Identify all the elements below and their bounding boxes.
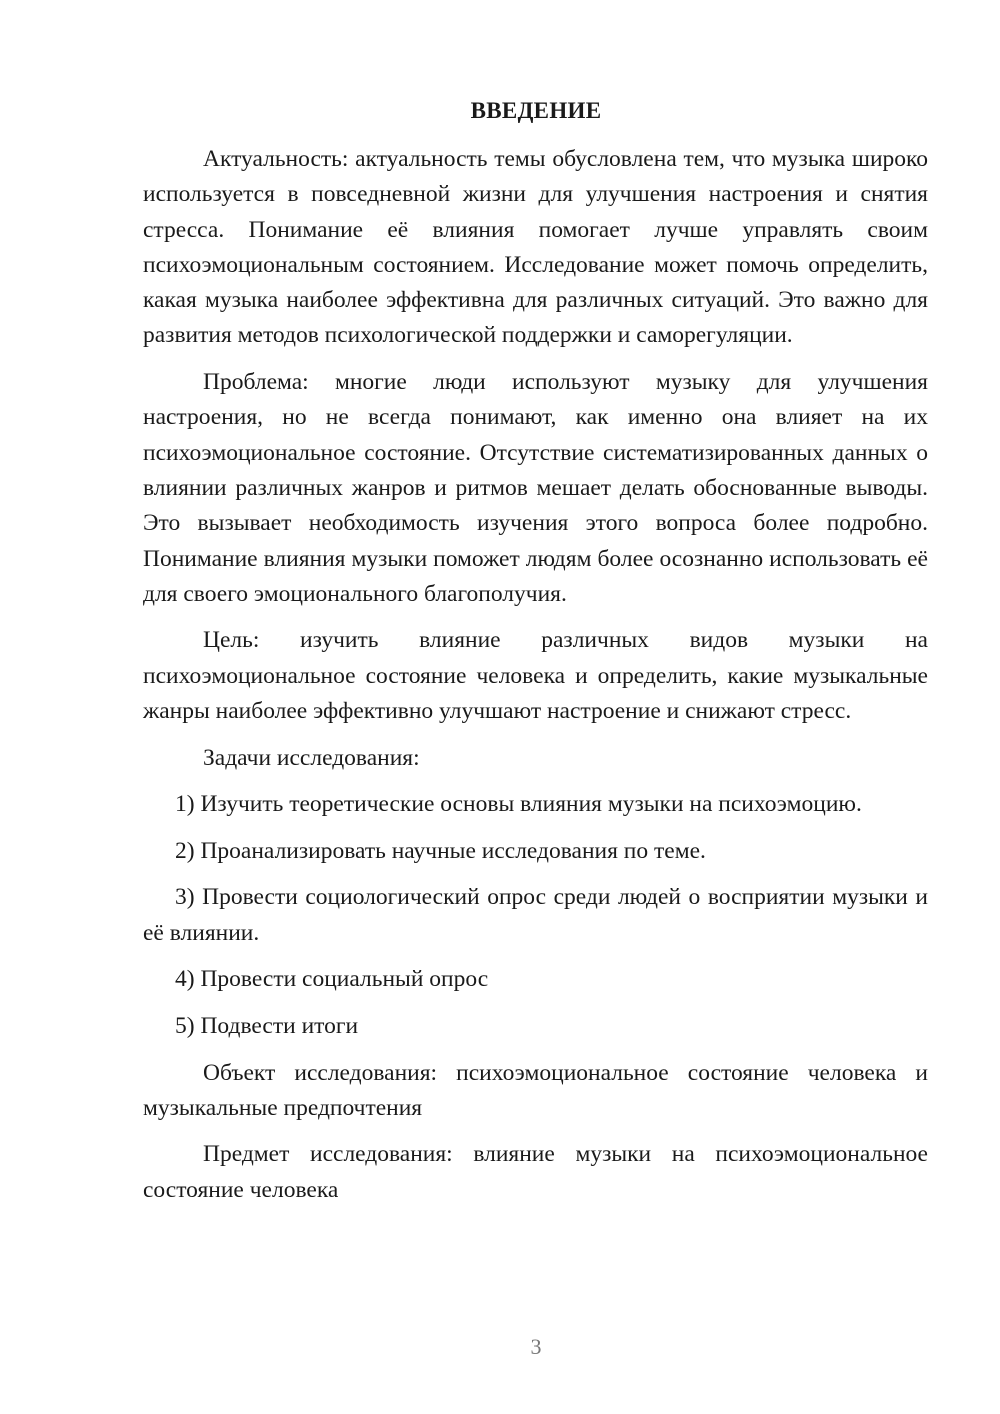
paragraph-object: Объект исследования: психоэмоциональное состояние человека и музыкальные предпочтения [143, 1059, 928, 1121]
body-text [143, 142, 928, 1219]
task-item-5: 5) Подвести итоги [175, 1012, 359, 1039]
paragraph-subject: Предмет исследования: влияние музыки на психоэмоциональное состояние человека [143, 1141, 928, 1203]
paragraph-relevance: Актуальность: актуальность темы обусловлена тем, что музыка широко используется в повседневной жизни для улучшения настроения и снятия стресса. Понимание её влияния помогает лучше управлять своим психоэмоциональным состоянием. Исследование может помочь определить, какая музыка наиболее эффективна для различных ситуаций. Это важно для развития методов психологической поддержки и саморегуляции. [143, 146, 928, 349]
tasks-heading: Задачи исследования: [203, 744, 420, 771]
section-heading: ВВЕДЕНИЕ [470, 98, 602, 123]
task-item-3: 3) Провести социологический опрос среди людей о восприятии музыки и её влиянии. [143, 884, 928, 946]
task-item-1: 1) Изучить теоретические основы влияния музыки на психоэмоцию. [175, 791, 862, 818]
task-item-2: 2) Проанализировать научные исследования по теме. [175, 837, 706, 864]
page-number: 3 [530, 1334, 542, 1359]
task-item-4: 4) Провести социальный опрос [175, 966, 489, 993]
paragraph-problem: Проблема: многие люди используют музыку для улучшения настроения, но не всегда понимают, как именно она влияет на их психоэмоциональное состояние. Отсутствие систематизированных данных о влиянии различных жанров и ритмов мешает делать обоснованные выводы. Это вызывает необходимость изучения этого вопроса более подробно. Понимание влияния музыки поможет людям более осознанно использовать её для своего эмоционального благополучия. [143, 369, 928, 607]
paragraph-goal: Цель: изучить влияние различных видов музыки на психоэмоциональное состояние человека и определить, какие музыкальные жанры наиболее эффективно улучшают настроение и снижают стресс. [143, 627, 928, 725]
